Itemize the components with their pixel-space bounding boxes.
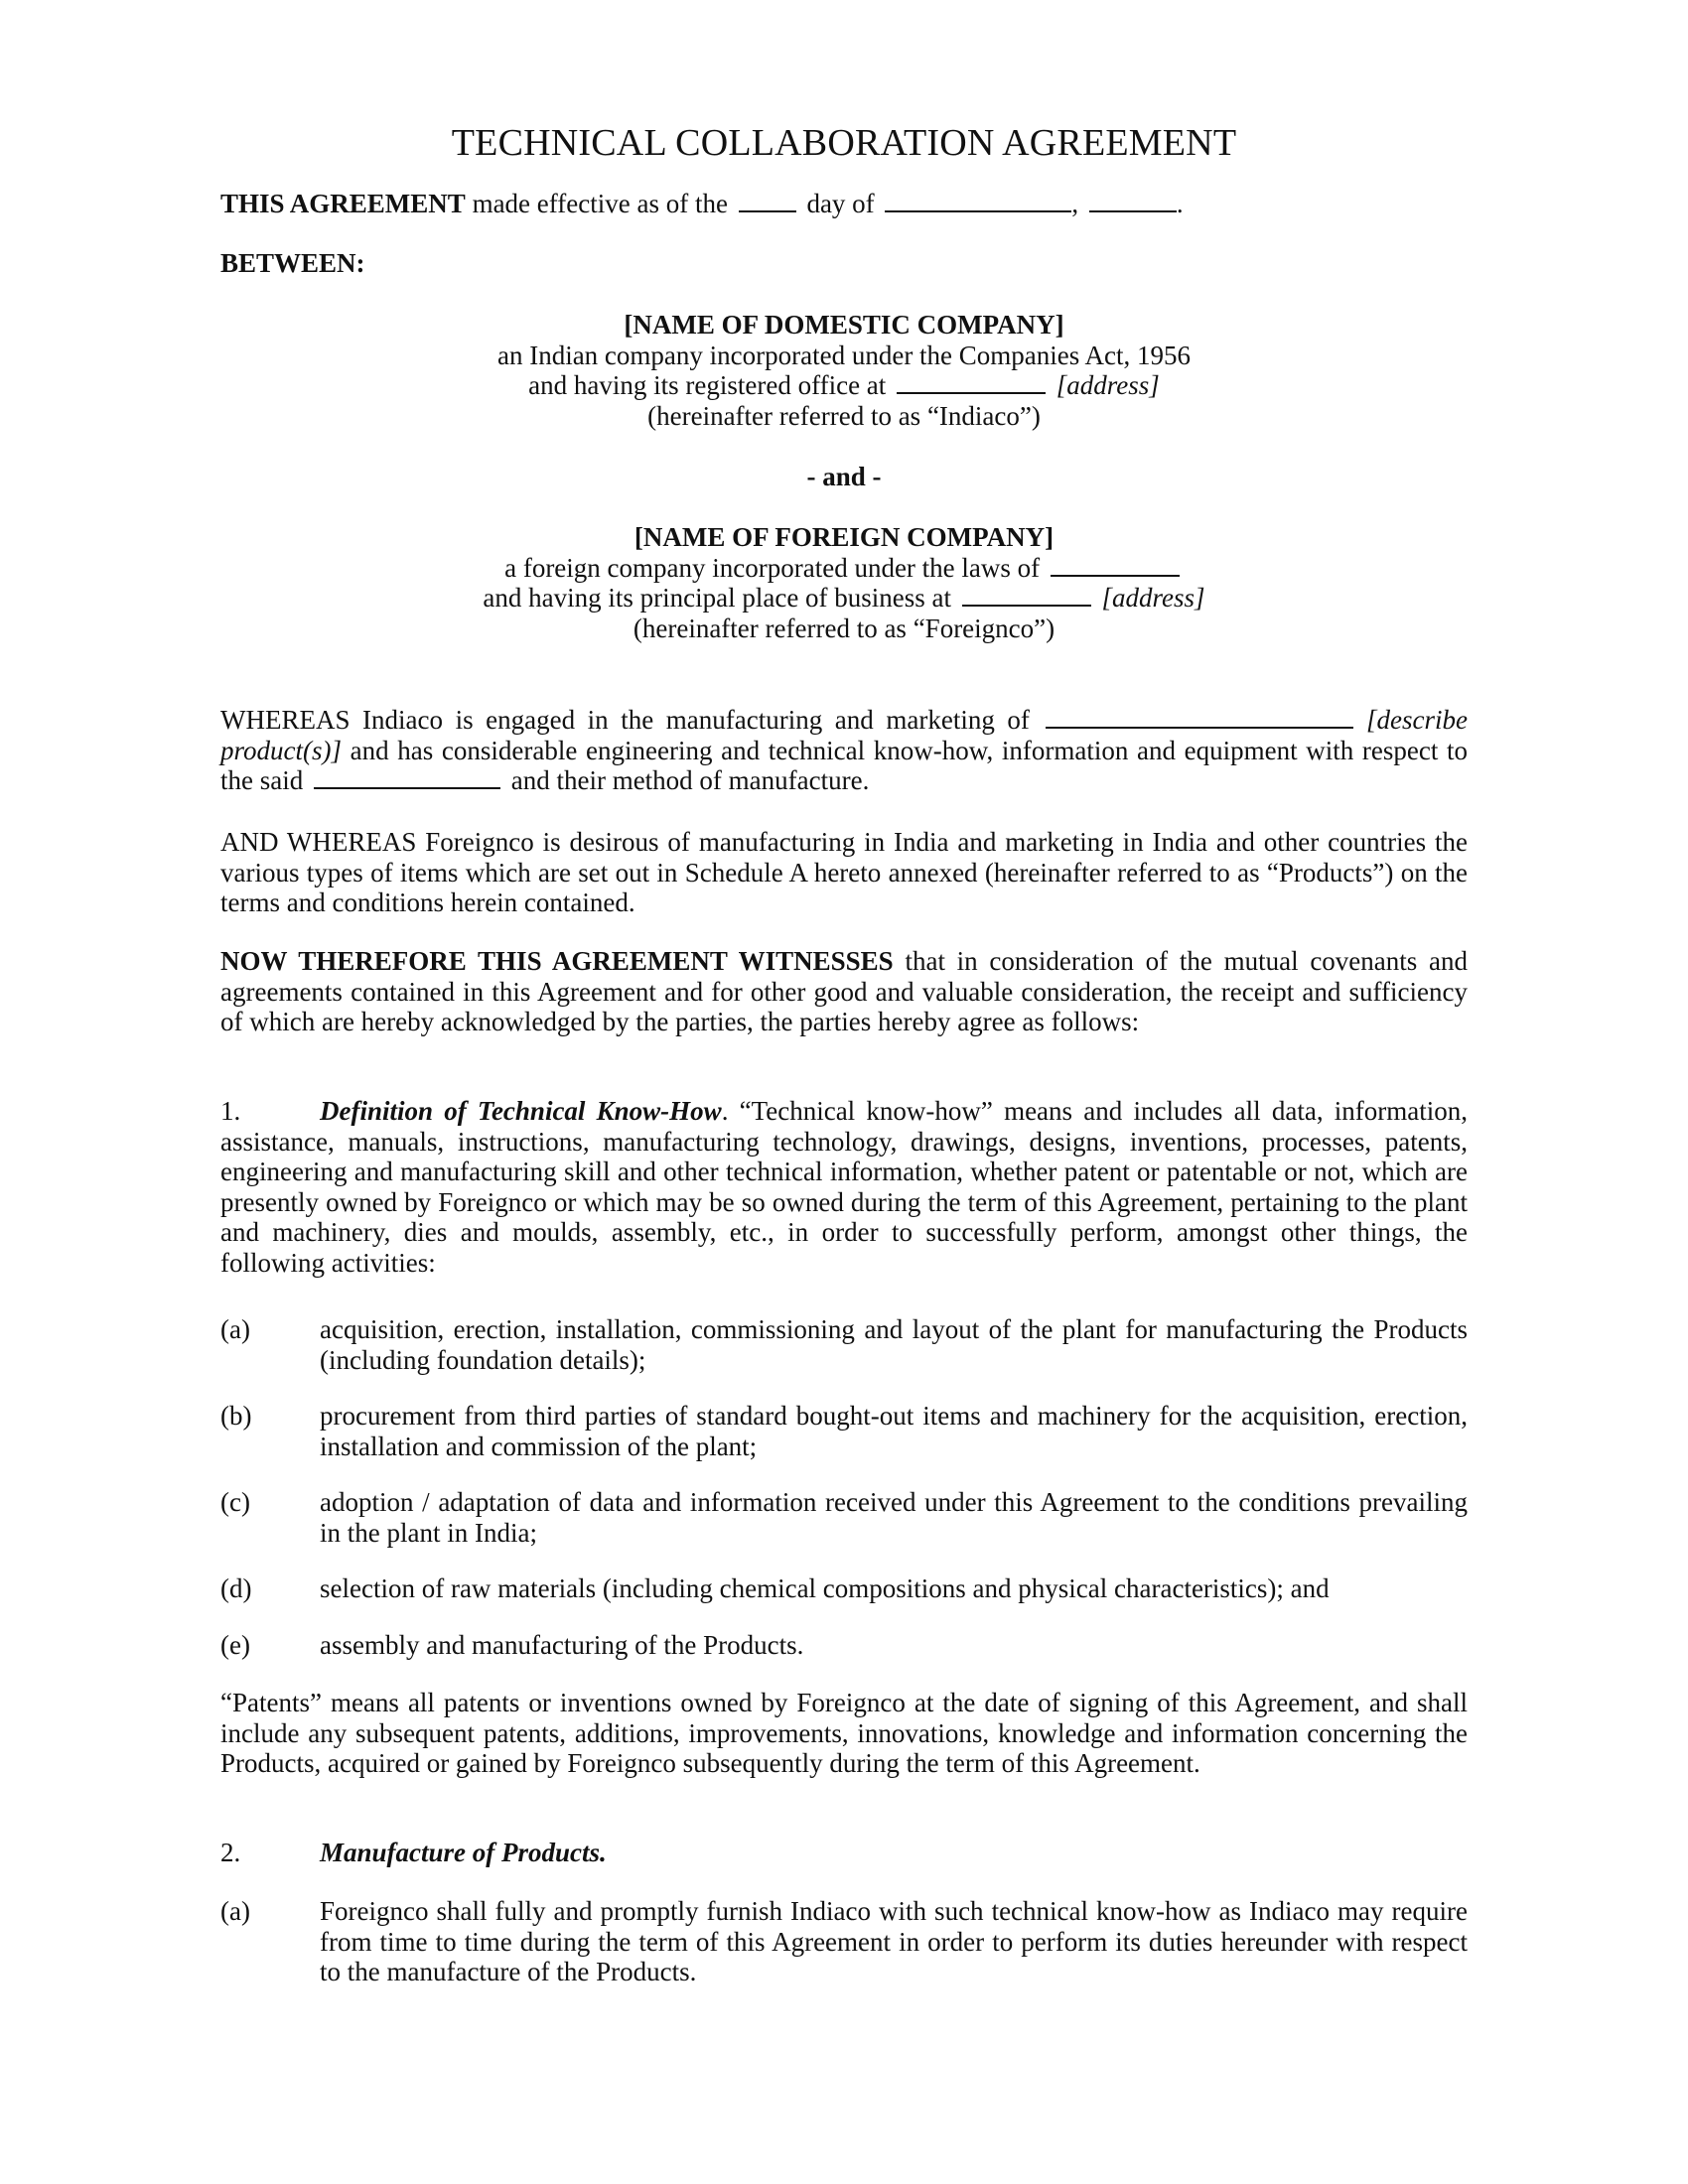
foreign-laws-label: a foreign company incorporated under the laws of (504, 552, 1041, 583)
year-blank[interactable] (1089, 189, 1177, 212)
between-text: BETWEEN: (220, 248, 365, 278)
item-text: Foreignco shall fully and promptly furnish Indiaco with such technical know-how as Indiaco may require from time to time during the term of this Agreement in order to perform its duties hereunder with respect to the manufacture of the Products. (320, 1896, 1468, 1986)
section-heading: Manufacture of Products. (320, 1838, 607, 1867)
domestic-address-blank[interactable] (897, 370, 1046, 394)
whereas-text: WHEREAS Indiaco is engaged in the manufacturing and marketing of (220, 705, 1030, 735)
foreign-address-blank[interactable] (962, 583, 1091, 607)
whereas-text: and their method of manufacture. (510, 765, 870, 795)
section-number: 1. (220, 1096, 241, 1126)
patents-definition: “Patents” means all patents or inventions owned by Foreignco at the date of signing of this Agreement, and shall include any subsequent patents, additions, improvements, innovations, knowledge and information concerning the Products, acquired or gained by Foreignco subsequently during the term of this Agreement. (220, 1688, 1468, 1778)
section-1 (220, 1096, 1468, 1278)
preamble-lead: THIS AGREEMENT (220, 189, 466, 218)
item-text: selection of raw materials (including chemical compositions and physical characteristics); and (320, 1573, 1330, 1603)
said-product-blank[interactable] (314, 765, 500, 789)
item-label: (c) (220, 1487, 250, 1517)
list-item (220, 1487, 1468, 1548)
document-title: TECHNICAL COLLABORATION AGREEMENT (451, 122, 1237, 164)
domestic-line-3: (hereinafter referred to as “Indiaco”) (647, 400, 1041, 431)
between-label (220, 248, 1468, 279)
party-foreign (220, 522, 1468, 643)
foreign-jurisdiction-blank[interactable] (1051, 553, 1180, 577)
list-item (220, 1314, 1468, 1375)
period: . (1176, 189, 1184, 218)
preamble (220, 189, 1468, 219)
item-text: procurement from third parties of standard bought-out items and machinery for the acquisition, erection, installation and commission of the plant; (320, 1401, 1468, 1461)
address-placeholder: [address] (1055, 370, 1160, 400)
domestic-office-label: and having its registered office at (528, 370, 887, 400)
foreign-business-label: and having its principal place of business at (483, 583, 952, 613)
and-separator (220, 462, 1468, 492)
item-text: acquisition, erection, installation, commissioning and layout of the plant for manufacturing the Products (including foundation details); (320, 1314, 1468, 1375)
day-blank[interactable] (739, 189, 796, 212)
witnesses-paragraph (220, 946, 1468, 1037)
domestic-company-name: [NAME OF DOMESTIC COMPANY] (624, 310, 1064, 340)
item-text: adoption / adaptation of data and information received under this Agreement to the conditions prevailing in the plant in India; (320, 1487, 1468, 1548)
foreign-line-2 (220, 583, 1468, 614)
item-label: (e) (220, 1630, 250, 1660)
witnesses-text: that in consideration of the mutual covenants and agreements contained in this Agreement and for other good and valuable consideration, the receipt and sufficiency of which are hereby acknowledged by the parties, the parties hereby agree as follows: (220, 946, 1469, 1036)
section-2-heading (220, 1838, 1468, 1868)
party-domestic (220, 310, 1468, 431)
preamble-text: made effective as of the (472, 189, 728, 218)
item-label: (d) (220, 1573, 252, 1603)
section-text: . “Technical know-how” means and includes all data, information, assistance, manuals, instructions, manufacturing technology, drawings, designs, inventions, processes, patents, engineering and manufacturing skill and other technical information, whether patent or patentable or not, which are presently owned by Foreignco or which may be so owned during the term of this Agreement, pertaining to the plant and machinery, dies and moulds, assembly, etc., in order to successfully perform, amongst other things, the following activities: (220, 1096, 1468, 1278)
domestic-line-1: an Indian company incorporated under the Companies Act, 1956 (496, 340, 1192, 370)
section-heading: Definition of Technical Know-How (320, 1096, 722, 1126)
item-text: assembly and manufacturing of the Products. (320, 1630, 804, 1660)
list-item (220, 1896, 1468, 1987)
describe-products-placeholder: [describe product(s)] (220, 705, 1469, 765)
whereas-paragraph-1 (220, 705, 1468, 796)
domestic-line-2 (220, 370, 1468, 401)
list-item (220, 1401, 1468, 1461)
address-placeholder: [address] (1101, 583, 1205, 613)
product-blank[interactable] (1046, 705, 1353, 729)
item-label: (a) (220, 1314, 250, 1344)
item-label: (b) (220, 1401, 252, 1431)
preamble-text: day of (806, 189, 875, 218)
whereas-text: and has considerable engineering and technical know-how, information and equipment with respect to the said (220, 735, 1469, 795)
whereas-paragraph-2: AND WHEREAS Foreignco is desirous of manufacturing in India and marketing in India and other countries the various types of items which are set out in Schedule A hereto annexed (hereinafter referred to as “Products”) on the terms and conditions herein contained. (220, 827, 1468, 917)
witnesses-lead: NOW THEREFORE THIS AGREEMENT WITNESSES (220, 946, 894, 976)
month-blank[interactable] (885, 189, 1071, 212)
foreign-line-3: (hereinafter referred to as “Foreignco”) (633, 613, 1055, 643)
list-item (220, 1573, 1468, 1604)
foreign-line-1 (220, 553, 1468, 584)
item-label: (a) (220, 1896, 250, 1926)
and-text: - and - (806, 462, 882, 491)
comma: , (1071, 189, 1079, 218)
list-item (220, 1630, 1468, 1661)
section-number: 2. (220, 1838, 241, 1867)
foreign-company-name: [NAME OF FOREIGN COMPANY] (633, 522, 1055, 552)
